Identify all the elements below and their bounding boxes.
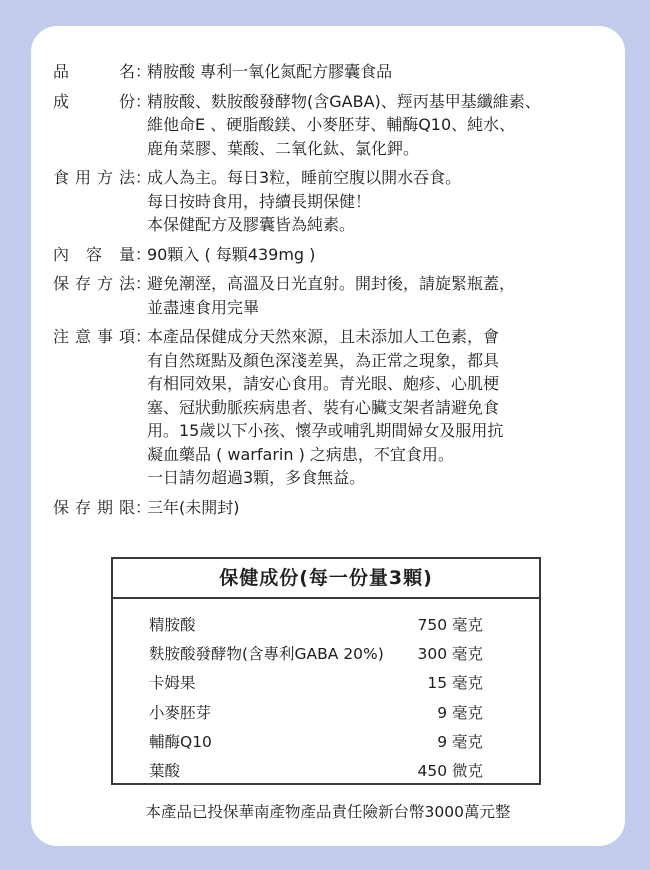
info-value (147, 60, 613, 84)
nutrient-name: 卡姆果 (149, 674, 196, 693)
label-char: 項 (118, 327, 135, 346)
info-line: 三年(未開封) (147, 497, 240, 517)
info-row-content (53, 243, 613, 267)
nutrient-name: 精胺酸 (149, 616, 196, 634)
info-line: 本保健配方及膠囊皆為純素。 (147, 215, 356, 234)
nutrition-row (113, 669, 539, 698)
info-label (53, 325, 135, 349)
info-label (53, 272, 135, 296)
info-line: 維他命E 、硬脂酸鎂、小麥胚芽、輔酶Q10、純水、 (147, 115, 516, 134)
info-value (147, 166, 613, 237)
nutrient-name: 麩胺酸發酵物(含專利GABA 20%) (149, 645, 384, 664)
label-char: 法 (118, 168, 135, 187)
label-char: 成 (53, 91, 70, 111)
nutrient-amount: 9 毫克 (437, 703, 483, 722)
info-value (147, 272, 613, 319)
label-char: 存 (74, 274, 91, 293)
nutrient-name: 輔酶Q10 (149, 732, 212, 751)
info-line: 每日按時食用，持續長期保健！ (147, 191, 372, 211)
nutrient-amount: 9 毫克 (437, 732, 483, 751)
info-value (147, 243, 613, 267)
info-value (147, 496, 613, 520)
label-separator: ： (135, 168, 152, 187)
label-char: 意 (74, 327, 91, 346)
label-char: 法 (118, 274, 135, 293)
info-row-ingredients (53, 90, 613, 161)
nutrient-amount: 300 毫克 (417, 645, 483, 664)
nutrient-amount: 750 毫克 (417, 616, 483, 634)
info-line: 90顆入 ( 每顆439mg ) (147, 244, 316, 264)
nutrition-table-title: 保健成份(每一份量3顆) (113, 559, 539, 599)
info-row-shelf-life (53, 496, 613, 520)
label-char: 品 (53, 62, 70, 81)
label-char: 食 (53, 168, 70, 187)
info-label (53, 243, 135, 267)
info-line: 有相同效果，請安心食用。青光眼、皰疹、心肌梗 (147, 374, 500, 393)
info-line: 一日請勿超過3顆，多食無益。 (147, 468, 366, 487)
nutrition-row (113, 699, 539, 728)
label-char: 方 (96, 168, 113, 187)
info-line: 並盡速食用完畢 (147, 297, 260, 317)
label-char: 內 (53, 244, 70, 264)
info-line: 有自然斑點及顏色深淺差異，為正常之現象，都具 (147, 350, 500, 370)
info-line: 凝血藥品 ( warfarin ) 之病患，不宜食用。 (147, 444, 454, 464)
info-label (53, 60, 135, 84)
label-separator: ： (135, 91, 152, 111)
label-char: 事 (96, 327, 113, 346)
label-separator: ： (135, 244, 152, 264)
info-value (147, 325, 613, 490)
nutrient-name: 葉酸 (149, 761, 181, 780)
info-label (53, 90, 135, 114)
label-separator: ： (135, 497, 152, 517)
nutrient-name: 小麥胚芽 (149, 703, 212, 722)
label-char: 保 (53, 274, 70, 293)
insurance-footer-note: 本產品已投保華南產物產品責任險新台幣3000萬元整 (145, 803, 511, 821)
info-line: 鹿角菜膠、葉酸、二氧化鈦、氯化鉀。 (147, 138, 420, 158)
nutrition-row (113, 728, 539, 757)
product-info-card (31, 26, 625, 846)
label-separator: ： (135, 62, 152, 81)
info-line: 用。15歲以下小孩、懷孕或哺乳期間婦女及服用抗 (147, 421, 504, 440)
info-row-storage (53, 272, 613, 319)
label-separator: ： (135, 274, 152, 293)
info-line: 成人為主。每日3粒，睡前空腹以開水吞食。 (147, 168, 462, 187)
label-char: 存 (74, 497, 91, 517)
label-char: 量 (118, 244, 135, 264)
nutrition-row (113, 757, 539, 786)
nutrition-row (113, 611, 539, 640)
label-char: 用 (74, 168, 91, 187)
nutrient-amount: 15 毫克 (427, 674, 483, 693)
product-info-list (53, 60, 613, 519)
label-separator: ： (135, 327, 152, 346)
label-char: 限 (118, 497, 135, 517)
info-row-precautions (53, 325, 613, 490)
nutrition-table-body (113, 599, 539, 786)
info-line: 精胺酸、麩胺酸發酵物(含GABA)、羥丙基甲基纖維素、 (147, 91, 541, 111)
label-char: 方 (96, 274, 113, 293)
info-row-usage (53, 166, 613, 237)
nutrition-table (111, 557, 541, 785)
label-char: 期 (96, 497, 113, 517)
label-char: 保 (53, 497, 70, 517)
label-char: 容 (85, 244, 102, 264)
info-label (53, 166, 135, 190)
info-label (53, 496, 135, 520)
info-line: 本產品保健成分天然來源，且未添加人工色素，會 (147, 327, 500, 346)
info-value (147, 90, 613, 161)
info-row-product-name (53, 60, 613, 84)
info-line: 精胺酸 專利一氧化氮配方膠囊食品 (147, 62, 393, 81)
label-char: 注 (53, 327, 70, 346)
label-char: 份 (118, 91, 135, 111)
nutrient-amount: 450 微克 (417, 761, 483, 780)
info-line: 避免潮溼，高溫及日光直射。開封後，請旋緊瓶蓋， (147, 274, 516, 293)
label-char: 名 (118, 62, 135, 81)
nutrition-row (113, 640, 539, 669)
info-line: 塞、冠狀動脈疾病患者、裝有心臟支架者請避免食 (147, 397, 500, 417)
